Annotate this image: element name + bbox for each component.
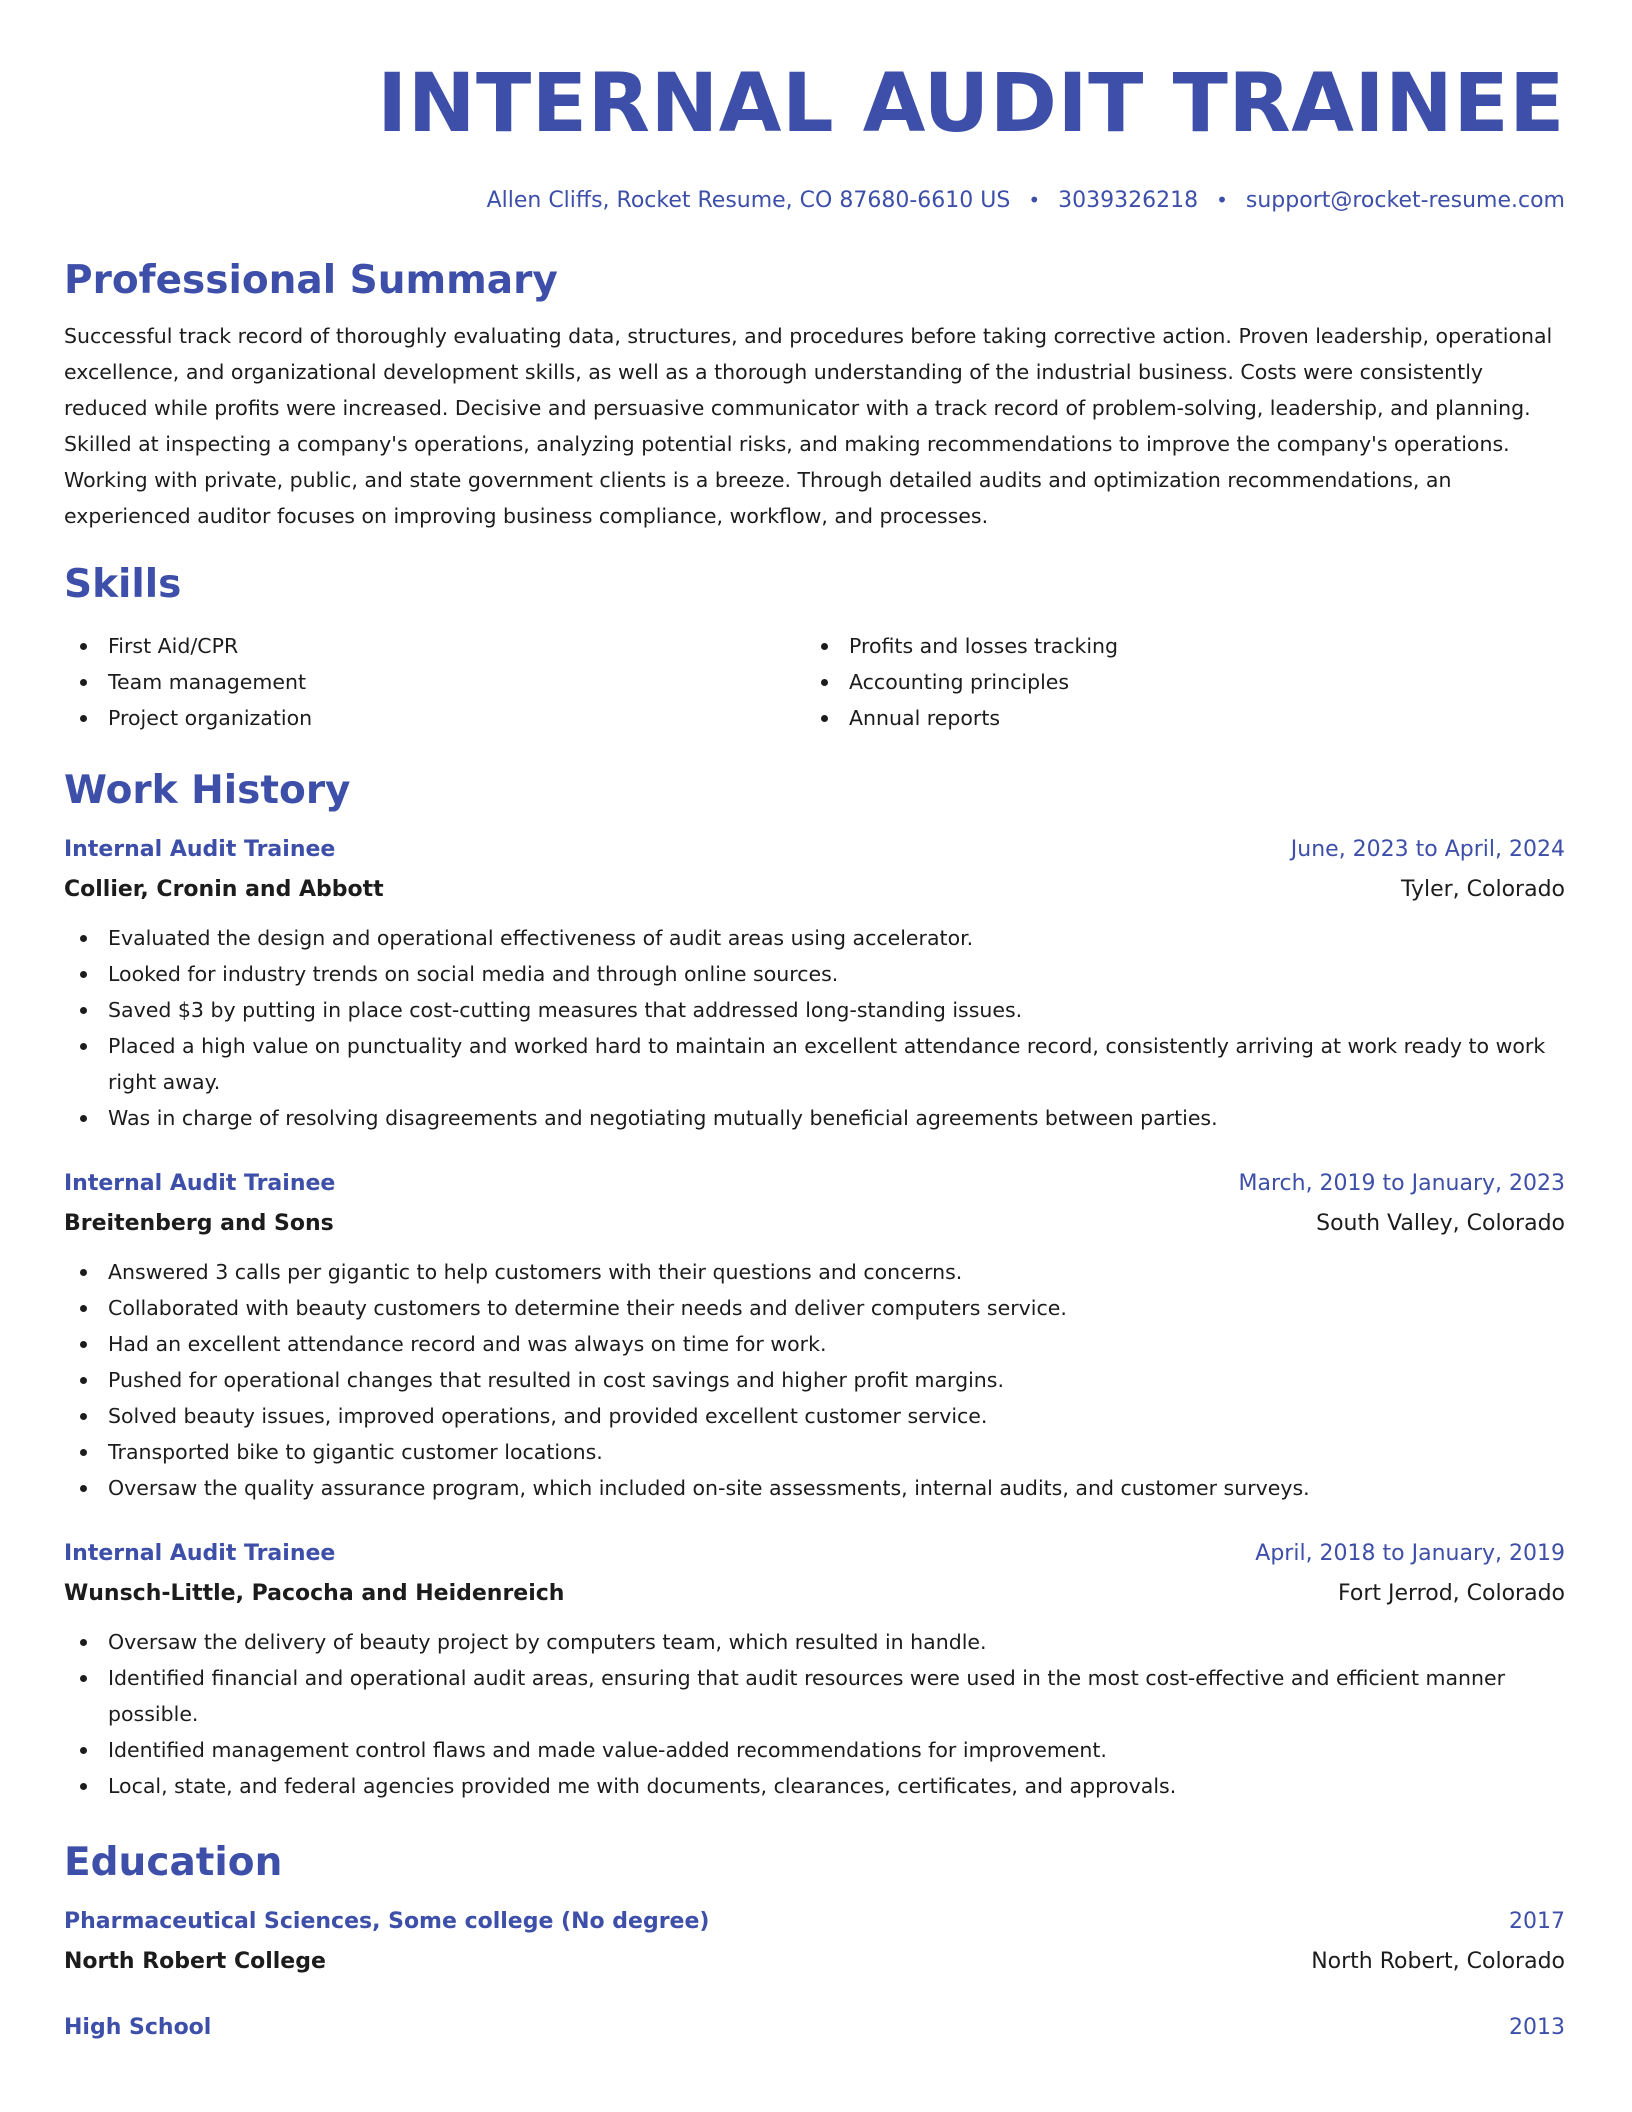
skill-item: Accounting principles (805, 664, 1546, 700)
job-entry (64, 830, 1565, 1136)
education-degree: High School (64, 2015, 212, 2040)
job-dates: March, 2019 to January, 2023 (1238, 1171, 1565, 1196)
duty-item: Solved beauty issues, improved operations, and provided excellent customer service. (64, 1398, 1565, 1434)
education-school-row (64, 1942, 1565, 1982)
skill-item: Annual reports (805, 700, 1546, 736)
work-history-heading: Work History (64, 768, 351, 813)
job-role: Internal Audit Trainee (64, 837, 336, 862)
summary-text: Successful track record of thoroughly evaluating data, structures, and procedures before taking corrective action. Proven leadership, operational excellence, and organizational development skills, as well as a thorough understanding of the industrial business. Costs were consistently reduced while profits were increased. Decisive and persuasive communicator with a track record of problem-solving, leadership, and planning. Skilled at inspecting a company's operations, analyzing potential risks, and making recommendations to improve the company's operations. Working with private, public, and state government clients is a breeze. Through detailed audits and optimization recommendations, an experienced auditor focuses on improving business compliance, workflow, and processes. (64, 324, 1553, 528)
skill-item: Team management (64, 664, 805, 700)
duty-item: Saved $3 by putting in place cost-cutting measures that addressed long-standing issues. (64, 992, 1565, 1028)
contact-address: Allen Cliffs, Rocket Resume, CO 87680-6610 US (486, 188, 1011, 213)
skills-column-left (64, 628, 805, 736)
job-role: Internal Audit Trainee (64, 1541, 336, 1566)
duty-item: Identified management control flaws and made value-added recommendations for improvement. (64, 1732, 1565, 1768)
education-heading: Education (64, 1840, 283, 1885)
education-year: 2013 (1509, 2015, 1565, 2040)
education-school: North Robert College (64, 1949, 326, 1974)
job-duties (64, 1624, 1565, 1804)
duty-item: Looked for industry trends on social media and through online sources. (64, 956, 1565, 992)
duty-item: Was in charge of resolving disagreements and negotiating mutually beneficial agreements between parties. (64, 1100, 1565, 1136)
education-entry (64, 2008, 1565, 2048)
education-year: 2017 (1509, 1909, 1565, 1934)
job-company-row (64, 870, 1565, 910)
contact-email: support@rocket-resume.com (1245, 188, 1565, 213)
duty-item: Local, state, and federal agencies provided me with documents, clearances, certificates, and approvals. (64, 1768, 1565, 1804)
contact-separator: • (1028, 188, 1041, 212)
skill-item: First Aid/CPR (64, 628, 805, 664)
job-company: Breitenberg and Sons (64, 1211, 334, 1236)
contact-phone: 3039326218 (1058, 188, 1199, 213)
skills-list (64, 628, 1565, 736)
job-duties (64, 1254, 1565, 1506)
skills-heading: Skills (64, 562, 182, 607)
duty-item: Placed a high value on punctuality and worked hard to maintain an excellent attendance record, consistently arriving at work ready to work right away. (64, 1028, 1565, 1100)
education-location: North Robert, Colorado (1311, 1949, 1565, 1974)
job-company: Collier, Cronin and Abbott (64, 877, 384, 902)
duty-item: Pushed for operational changes that resulted in cost savings and higher profit margins. (64, 1362, 1565, 1398)
job-company-row (64, 1574, 1565, 1614)
job-company-row (64, 1204, 1565, 1244)
job-role: Internal Audit Trainee (64, 1171, 336, 1196)
skill-item: Profits and losses tracking (805, 628, 1546, 664)
job-company: Wunsch-Little, Pacocha and Heidenreich (64, 1581, 565, 1606)
job-dates: April, 2018 to January, 2019 (1255, 1541, 1565, 1566)
summary-heading: Professional Summary (64, 258, 558, 303)
education-degree-row (64, 2008, 1565, 2048)
duty-item: Transported bike to gigantic customer locations. (64, 1434, 1565, 1470)
duty-item: Oversaw the quality assurance program, which included on-site assessments, internal audits, and customer surveys. (64, 1470, 1565, 1506)
job-title-row (64, 1534, 1565, 1574)
applicant-title: INTERNAL AUDIT TRAINEE (377, 57, 1565, 151)
job-location: Fort Jerrod, Colorado (1338, 1581, 1565, 1606)
duty-item: Evaluated the design and operational effectiveness of audit areas using accelerator. (64, 920, 1565, 956)
duty-item: Oversaw the delivery of beauty project by computers team, which resulted in handle. (64, 1624, 1565, 1660)
skills-column-right (805, 628, 1546, 736)
job-entry (64, 1164, 1565, 1506)
contact-line (64, 185, 1565, 216)
job-location: South Valley, Colorado (1316, 1211, 1565, 1236)
skill-item: Project organization (64, 700, 805, 736)
duty-item: Had an excellent attendance record and was always on time for work. (64, 1326, 1565, 1362)
education-degree: Pharmaceutical Sciences, Some college (No degree) (64, 1909, 710, 1934)
resume-header (64, 0, 1565, 216)
job-dates: June, 2023 to April, 2024 (1290, 837, 1565, 862)
job-title-row (64, 1164, 1565, 1204)
duty-item: Collaborated with beauty customers to determine their needs and deliver computers service. (64, 1290, 1565, 1326)
job-location: Tyler, Colorado (1400, 877, 1565, 902)
job-duties (64, 920, 1565, 1136)
education-entry (64, 1902, 1565, 1982)
job-title-row (64, 830, 1565, 870)
contact-separator: • (1216, 188, 1228, 212)
resume-page (64, 0, 1565, 2048)
duty-item: Identified financial and operational audit areas, ensuring that audit resources were used in the most cost-effective and efficient manner possible. (64, 1660, 1565, 1732)
job-entry (64, 1534, 1565, 1804)
education-degree-row (64, 1902, 1565, 1942)
duty-item: Answered 3 calls per gigantic to help customers with their questions and concerns. (64, 1254, 1565, 1290)
